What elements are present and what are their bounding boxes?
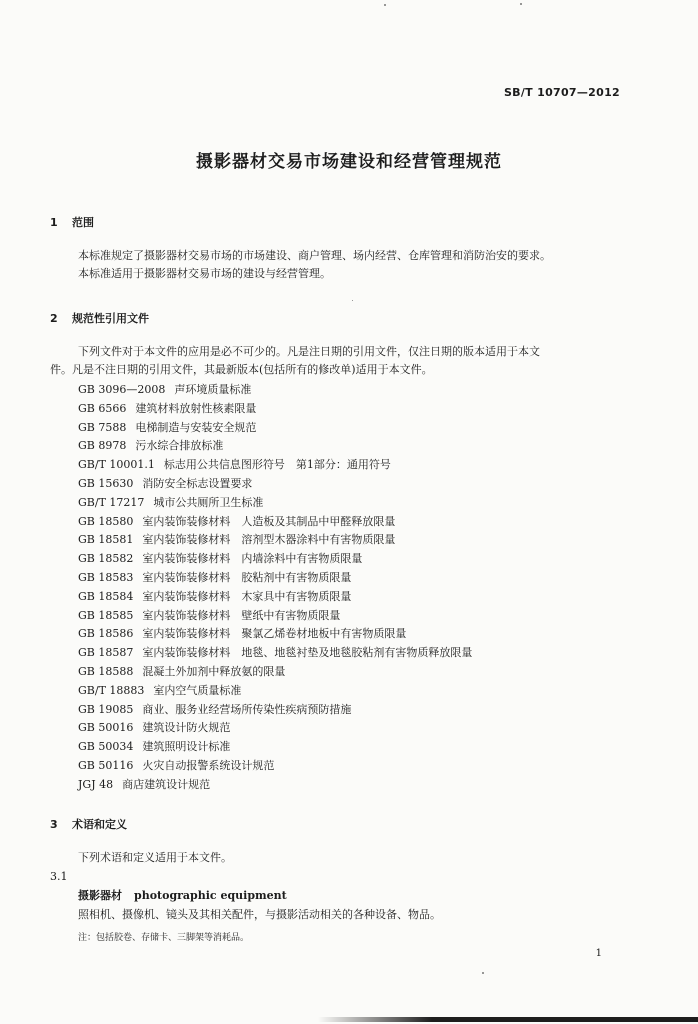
reference-name: 室内装饰装修材料 内墙涂料中有害物质限量: [142, 552, 363, 566]
reference-item: [78, 663, 472, 682]
reference-item: [78, 757, 472, 776]
reference-code: GB 8978: [78, 439, 127, 453]
reference-code: GB 50016: [78, 721, 134, 735]
reference-code: GB/T 17217: [78, 495, 145, 509]
section-2-heading: [50, 310, 149, 326]
reference-name: 消防安全标志设置要求: [142, 476, 253, 490]
reference-item: [78, 569, 472, 588]
reference-name: 火灾自动报警系统设计规范: [142, 758, 275, 772]
reference-item: [78, 701, 472, 720]
reference-name: 混凝土外加剂中释放氨的限量: [142, 664, 286, 678]
reference-code: JGJ 48: [78, 777, 114, 791]
section-3-heading: [50, 816, 127, 832]
reference-name: 建筑照明设计标准: [142, 740, 231, 754]
scan-speck: [520, 3, 522, 5]
reference-code: GB 15630: [78, 476, 134, 490]
reference-name: 建筑材料放射性核素限量: [135, 401, 257, 415]
reference-code: GB 18585: [78, 608, 134, 622]
references-intro-line-1: 下列文件对于本文件的应用是必不可少的。凡是注日期的引用文件，仅注日期的版本适用于本文: [78, 345, 540, 358]
reference-name: 室内装饰装修材料 壁纸中有害物质限量: [142, 608, 341, 622]
section-number: 2: [50, 312, 58, 325]
section-title: 术语和定义: [72, 818, 127, 831]
reference-item: [78, 437, 472, 456]
reference-item: [78, 550, 472, 569]
term-chinese: 摄影器材: [78, 889, 122, 902]
reference-code: GB 18586: [78, 627, 134, 641]
reference-code: GB 18587: [78, 646, 134, 660]
reference-name: 室内装饰装修材料 聚氯乙烯卷材地板中有害物质限量: [142, 627, 407, 641]
reference-name: 声环境质量标准: [174, 383, 252, 396]
scan-speck: [384, 4, 386, 6]
reference-item: [78, 456, 472, 475]
reference-name: 电梯制造与安装安全规范: [135, 420, 257, 434]
reference-code: GB 3096—2008: [78, 383, 166, 396]
reference-list: [78, 381, 472, 795]
term-definition: 照相机、摄像机、镜头及其相关配件，与摄影活动相关的各种设备、物品。: [78, 908, 441, 921]
standard-number: SB/T 10707—2012: [503, 86, 620, 99]
scan-speck: [352, 300, 353, 301]
scan-speck: [482, 972, 484, 974]
reference-name: 污水综合排放标准: [135, 439, 224, 453]
reference-item: [78, 494, 472, 513]
section-title: 规范性引用文件: [72, 312, 149, 325]
reference-code: GB 18584: [78, 589, 134, 603]
reference-name: 室内装饰装修材料 木家具中有害物质限量: [142, 589, 352, 603]
reference-item: [78, 400, 472, 419]
scope-paragraph-2: 本标准适用于摄影器材交易市场的建设与经营管理。: [78, 267, 331, 280]
reference-item: [78, 625, 472, 644]
terms-intro: 下列术语和定义适用于本文件。: [78, 851, 232, 864]
reference-code: GB 50034: [78, 740, 134, 754]
reference-item: [78, 682, 472, 701]
reference-item: [78, 588, 472, 607]
reference-code: GB 18583: [78, 570, 134, 584]
section-title: 范围: [72, 216, 94, 229]
reference-item: [78, 475, 472, 494]
term-english: photographic equipment: [134, 889, 287, 902]
scan-edge-line: [318, 1017, 698, 1022]
reference-code: GB/T 10001.1: [78, 458, 155, 472]
section-1-heading: [50, 214, 94, 230]
section-number: 3: [50, 818, 58, 831]
reference-item: [78, 419, 472, 438]
document-title: 摄影器材交易市场建设和经营管理规范: [196, 152, 502, 172]
section-number: 1: [50, 216, 58, 229]
reference-name: 标志用公共信息图形符号 第1部分：通用符号: [163, 458, 391, 472]
reference-name: 商店建筑设计规范: [122, 777, 211, 791]
reference-code: GB/T 18883: [78, 683, 145, 697]
scope-paragraph-1: 本标准规定了摄影器材交易市场的市场建设、商户管理、场内经营、仓库管理和消防治安的要求。: [78, 249, 551, 262]
reference-code: GB 6566: [78, 401, 127, 415]
reference-name: 城市公共厕所卫生标准: [153, 495, 264, 509]
reference-name: 室内装饰装修材料 溶剂型木器涂料中有害物质限量: [142, 533, 396, 547]
reference-item: [78, 738, 472, 757]
reference-item: [78, 381, 472, 400]
reference-item: [78, 531, 472, 550]
reference-code: GB 19085: [78, 702, 134, 716]
reference-item: [78, 644, 472, 663]
reference-code: GB 18582: [78, 552, 134, 566]
reference-name: 建筑设计防火规范: [142, 721, 231, 735]
reference-code: GB 18580: [78, 514, 134, 528]
references-intro-line-2: 件。凡是不注日期的引用文件，其最新版本(包括所有的修改单)适用于本文件。: [50, 363, 433, 376]
reference-name: 室内装饰装修材料 人造板及其制品中甲醛释放限量: [142, 514, 396, 528]
reference-name: 室内空气质量标准: [153, 683, 242, 697]
term-note: 注：包括胶卷、存储卡、三脚架等消耗品。: [78, 933, 250, 943]
term-entry: [78, 887, 287, 905]
reference-code: GB 50116: [78, 758, 134, 772]
reference-code: GB 18588: [78, 664, 134, 678]
reference-item: [78, 776, 472, 795]
reference-name: 室内装饰装修材料 胶粘剂中有害物质限量: [142, 570, 352, 584]
reference-name: 室内装饰装修材料 地毯、地毯衬垫及地毯胶粘剂有害物质释放限量: [142, 646, 473, 660]
reference-name: 商业、服务业经营场所传染性疾病预防措施: [142, 702, 352, 716]
reference-item: [78, 513, 472, 532]
reference-code: GB 7588: [78, 420, 127, 434]
page-number: 1: [595, 948, 602, 959]
reference-item: [78, 719, 472, 738]
reference-code: GB 18581: [78, 533, 134, 547]
term-number: 3.1: [50, 870, 68, 883]
reference-item: [78, 607, 472, 626]
